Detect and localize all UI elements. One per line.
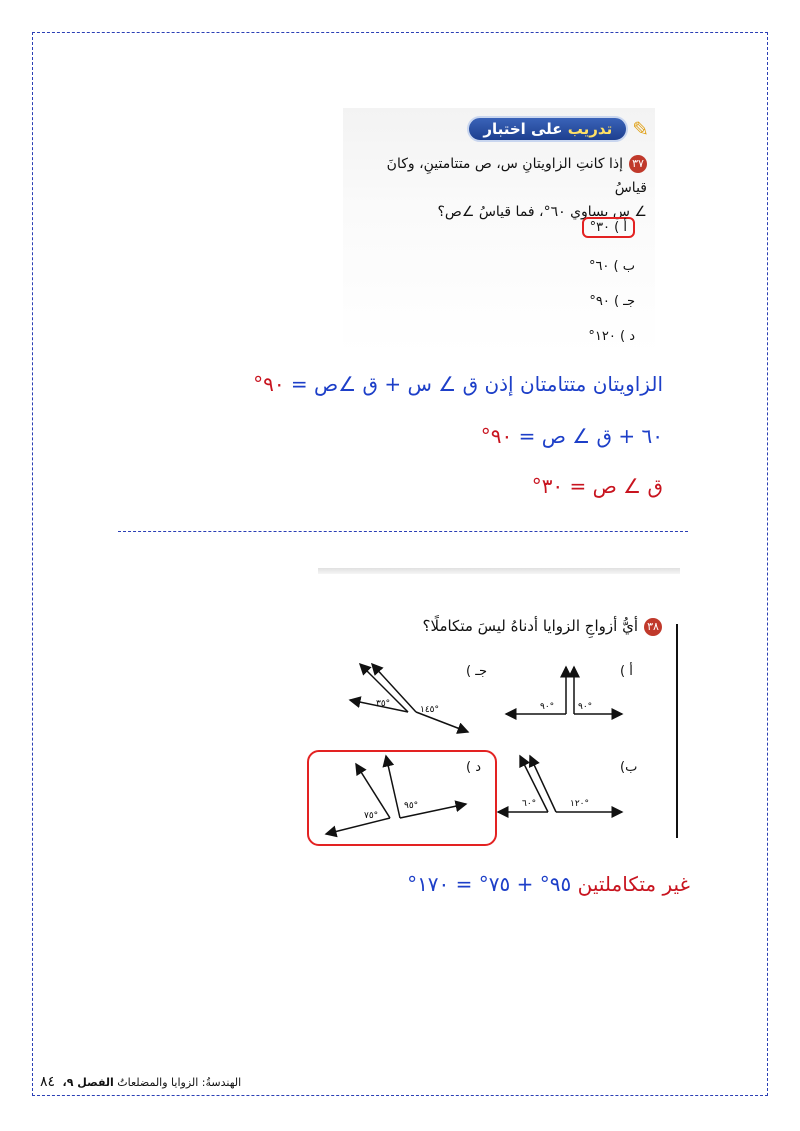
diagram-d — [326, 756, 466, 834]
solution-38-verdict: غير متكاملتين — [577, 872, 690, 896]
option-d-label: د ) ١٢٠° — [588, 329, 635, 344]
diagram-b — [498, 756, 622, 812]
angle-b-left: ٦٠° — [522, 799, 537, 809]
solution-37-line-2-value: ٩٠° — [480, 424, 513, 448]
angle-b-right: ١٢٠° — [570, 799, 590, 809]
solution-37-line-3: ق ∠ ص = ٣٠° — [531, 474, 663, 498]
choice-a-label: أ ) — [620, 664, 633, 679]
question-line-1: إذا كانتِ الزاويتانِ س، ص متتامتينِ، وكانَ قياسُ — [386, 156, 647, 196]
diagram-c — [350, 664, 468, 732]
solution-38-expr: ٩٥° + ٧٥° = ١٧٠° — [407, 872, 572, 896]
page-number: ٨٤ — [40, 1074, 56, 1090]
question-38-prompt: أيُّ أزواجِ الزوايا أدناهُ ليسَ متكاملًا؟ — [422, 617, 638, 635]
choice-d-label: د ) — [466, 760, 481, 775]
pencil-icon: ✎ — [632, 117, 649, 141]
option-c-label: جـ ) ٩٠° — [589, 294, 635, 309]
solution-37-line-1-text: الزاويتان متتامتان إذن ق ∠ س + ق ∠ص = — [284, 372, 663, 396]
choice-c-label: جـ ) — [466, 664, 488, 679]
option-a-label: أ ) ٣٠° — [582, 217, 635, 238]
footer-title: الهندسةُ: الزوايا والمضلعاتُ — [117, 1076, 242, 1089]
angle-a-left: ٩٠° — [540, 702, 555, 712]
angle-a-right: ٩٠° — [578, 702, 593, 712]
angle-c-left: ٣٥° — [376, 699, 391, 709]
angle-c-right: ١٤٥° — [420, 705, 440, 715]
banner-text-b: على اختبار — [483, 120, 563, 138]
solution-37-line-2-text: ٦٠ + ق ∠ ص = — [512, 424, 663, 448]
footer-chapter: الفصل ٩، — [62, 1076, 114, 1089]
question-line-2: ∠ س يساوي ٦٠°، فما قياسُ ∠ص؟ — [437, 204, 647, 220]
banner-text-a: تدريب — [567, 120, 613, 138]
solution-37-line-1-value: ٩٠° — [253, 372, 285, 396]
question-number-badge: ٣٨ — [644, 618, 662, 636]
solution-38-line — [407, 872, 690, 896]
choice-b-label: ب) — [620, 760, 638, 775]
option-b-label: ب ) ٦٠° — [588, 259, 635, 274]
diagram-a — [506, 667, 622, 714]
angle-d-right: ٩٥° — [404, 801, 419, 811]
page-footer — [40, 1074, 241, 1090]
question-number-badge: ٣٧ — [629, 155, 647, 173]
angle-d-left: ٧٥° — [364, 811, 379, 821]
